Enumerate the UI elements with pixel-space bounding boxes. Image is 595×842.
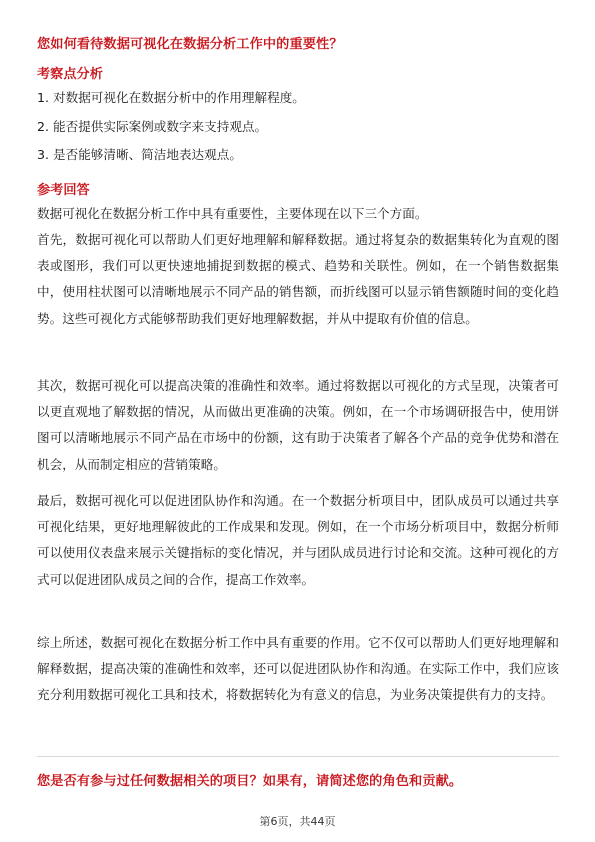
analysis-item-2: 2. 能否提供实际案例或数字来支持观点。 <box>37 119 268 134</box>
reference-paragraph-intro: 数据可视化在数据分析工作中具有重要性，主要体现在以下三个方面。 <box>37 206 428 221</box>
section-divider <box>37 756 559 757</box>
reference-paragraph-second: 其次，数据可视化可以提高决策的准确性和效率。通过将数据以可视化的方式呈现，决策者可以更直观地了解数据的情况，从而做出更准确的决策。例如，在一个市场调研报告中，使用饼图可以清晰地展示不同产品在市场中的份额，这有助于决策者了解各个产品的竞争优势和潜在机会，从而制定相应的营销策略。 <box>37 378 559 472</box>
analysis-item-3: 3. 是否能够清晰、简洁地表达观点。 <box>37 147 242 162</box>
page-footer: 第6页，共44页 <box>259 815 336 828</box>
reference-paragraph-first: 首先，数据可视化可以帮助人们更好地理解和解释数据。通过将复杂的数据集转化为直观的图表或图形，我们可以更快速地捕捉到数据的模式、趋势和关联性。例如，在一个销售数据集中，使用柱状图可以清晰地展示不同产品的销售额，而折线图可以显示销售额随时间的变化趋势。这些可视化方式能够帮助我们更好地理解数据，并从中提取有价值的信息。 <box>37 232 559 326</box>
reference-heading: 参考回答 <box>37 183 90 198</box>
analysis-heading: 考察点分析 <box>37 67 103 82</box>
reference-paragraph-third: 最后，数据可视化可以促进团队协作和沟通。在一个数据分析项目中，团队成员可以通过共享可视化结果，更好地理解彼此的工作成果和发现。例如，在一个市场分析项目中，数据分析师可以使用仪表盘来展示关键指标的变化情况，并与团队成员进行讨论和交流。这种可视化的方式可以促进团队成员之间的合作，提高工作效率。 <box>37 493 559 587</box>
question-title: 您如何看待数据可视化在数据分析工作中的重要性？ <box>37 37 343 52</box>
analysis-item-1: 1. 对数据可视化在数据分析中的作用理解程度。 <box>37 90 305 105</box>
reference-paragraph-summary: 综上所述，数据可视化在数据分析工作中具有重要的作用。它不仅可以帮助人们更好地理解和解释数据，提高决策的准确性和效率，还可以促进团队协作和沟通。在实际工作中，我们应该充分利用数据可视化工具和技术，将数据转化为有意义的信息，为业务决策提供有力的支持。 <box>37 635 559 703</box>
next-question-title: 您是否有参与过任何数据相关的项目？如果有，请简述您的角色和贡献。 <box>37 774 463 789</box>
